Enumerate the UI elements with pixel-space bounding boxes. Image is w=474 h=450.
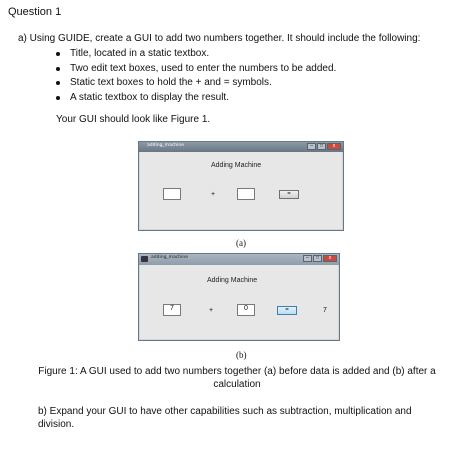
second-number-input[interactable]: 0 — [237, 304, 255, 316]
figure-caption: Figure 1: A GUI used to add two numbers together (a) before data is added and (b) after a calculation — [38, 366, 436, 390]
app-icon — [141, 256, 148, 262]
window-titlebar — [139, 142, 343, 152]
gui-heading: Adding Machine — [207, 277, 258, 284]
result-text: 7 — [323, 307, 327, 314]
close-button[interactable]: x — [327, 143, 341, 150]
first-number-input[interactable]: 7 — [163, 304, 181, 316]
figure-b-caption: (b) — [236, 350, 247, 360]
plus-symbol: + — [211, 191, 216, 198]
window-titlebar — [139, 254, 339, 265]
minimize-button[interactable]: – — [307, 143, 316, 150]
equals-button[interactable]: = — [279, 190, 299, 199]
minimize-button[interactable]: – — [303, 255, 312, 262]
requirement-item: Two edit text boxes, used to enter the numbers to be added. — [70, 62, 336, 77]
window-title: adding_machine — [151, 255, 189, 260]
question-title: Question 1 — [8, 6, 62, 18]
equals-button[interactable]: = — [277, 306, 297, 315]
figure-a-caption: (a) — [236, 238, 246, 248]
part-b-text: b) Expand your GUI to have other capabilities such as subtraction, multiplication and division. — [38, 406, 412, 430]
window-controls — [303, 255, 337, 262]
plus-symbol: + — [209, 307, 214, 314]
maximize-button[interactable]: □ — [313, 255, 322, 262]
second-number-input[interactable] — [237, 188, 255, 200]
first-number-input[interactable] — [163, 188, 181, 200]
part-a-intro: a) Using GUIDE, create a GUI to add two numbers together. It should include the following: — [18, 33, 421, 44]
requirement-item: A static textbox to display the result. — [70, 91, 336, 106]
requirements-list — [70, 47, 336, 105]
figure-reference: Your GUI should look like Figure 1. — [56, 114, 211, 125]
maximize-button[interactable]: □ — [317, 143, 326, 150]
requirement-item: Title, located in a static textbox. — [70, 47, 336, 62]
close-button[interactable]: x — [323, 255, 337, 262]
gui-window-b — [138, 253, 340, 341]
gui-window-a — [138, 141, 344, 231]
window-title: adding_machine — [147, 143, 185, 148]
window-controls — [307, 143, 341, 150]
requirement-item: Static text boxes to hold the + and = symbols. — [70, 76, 336, 91]
gui-heading: Adding Machine — [211, 162, 262, 169]
